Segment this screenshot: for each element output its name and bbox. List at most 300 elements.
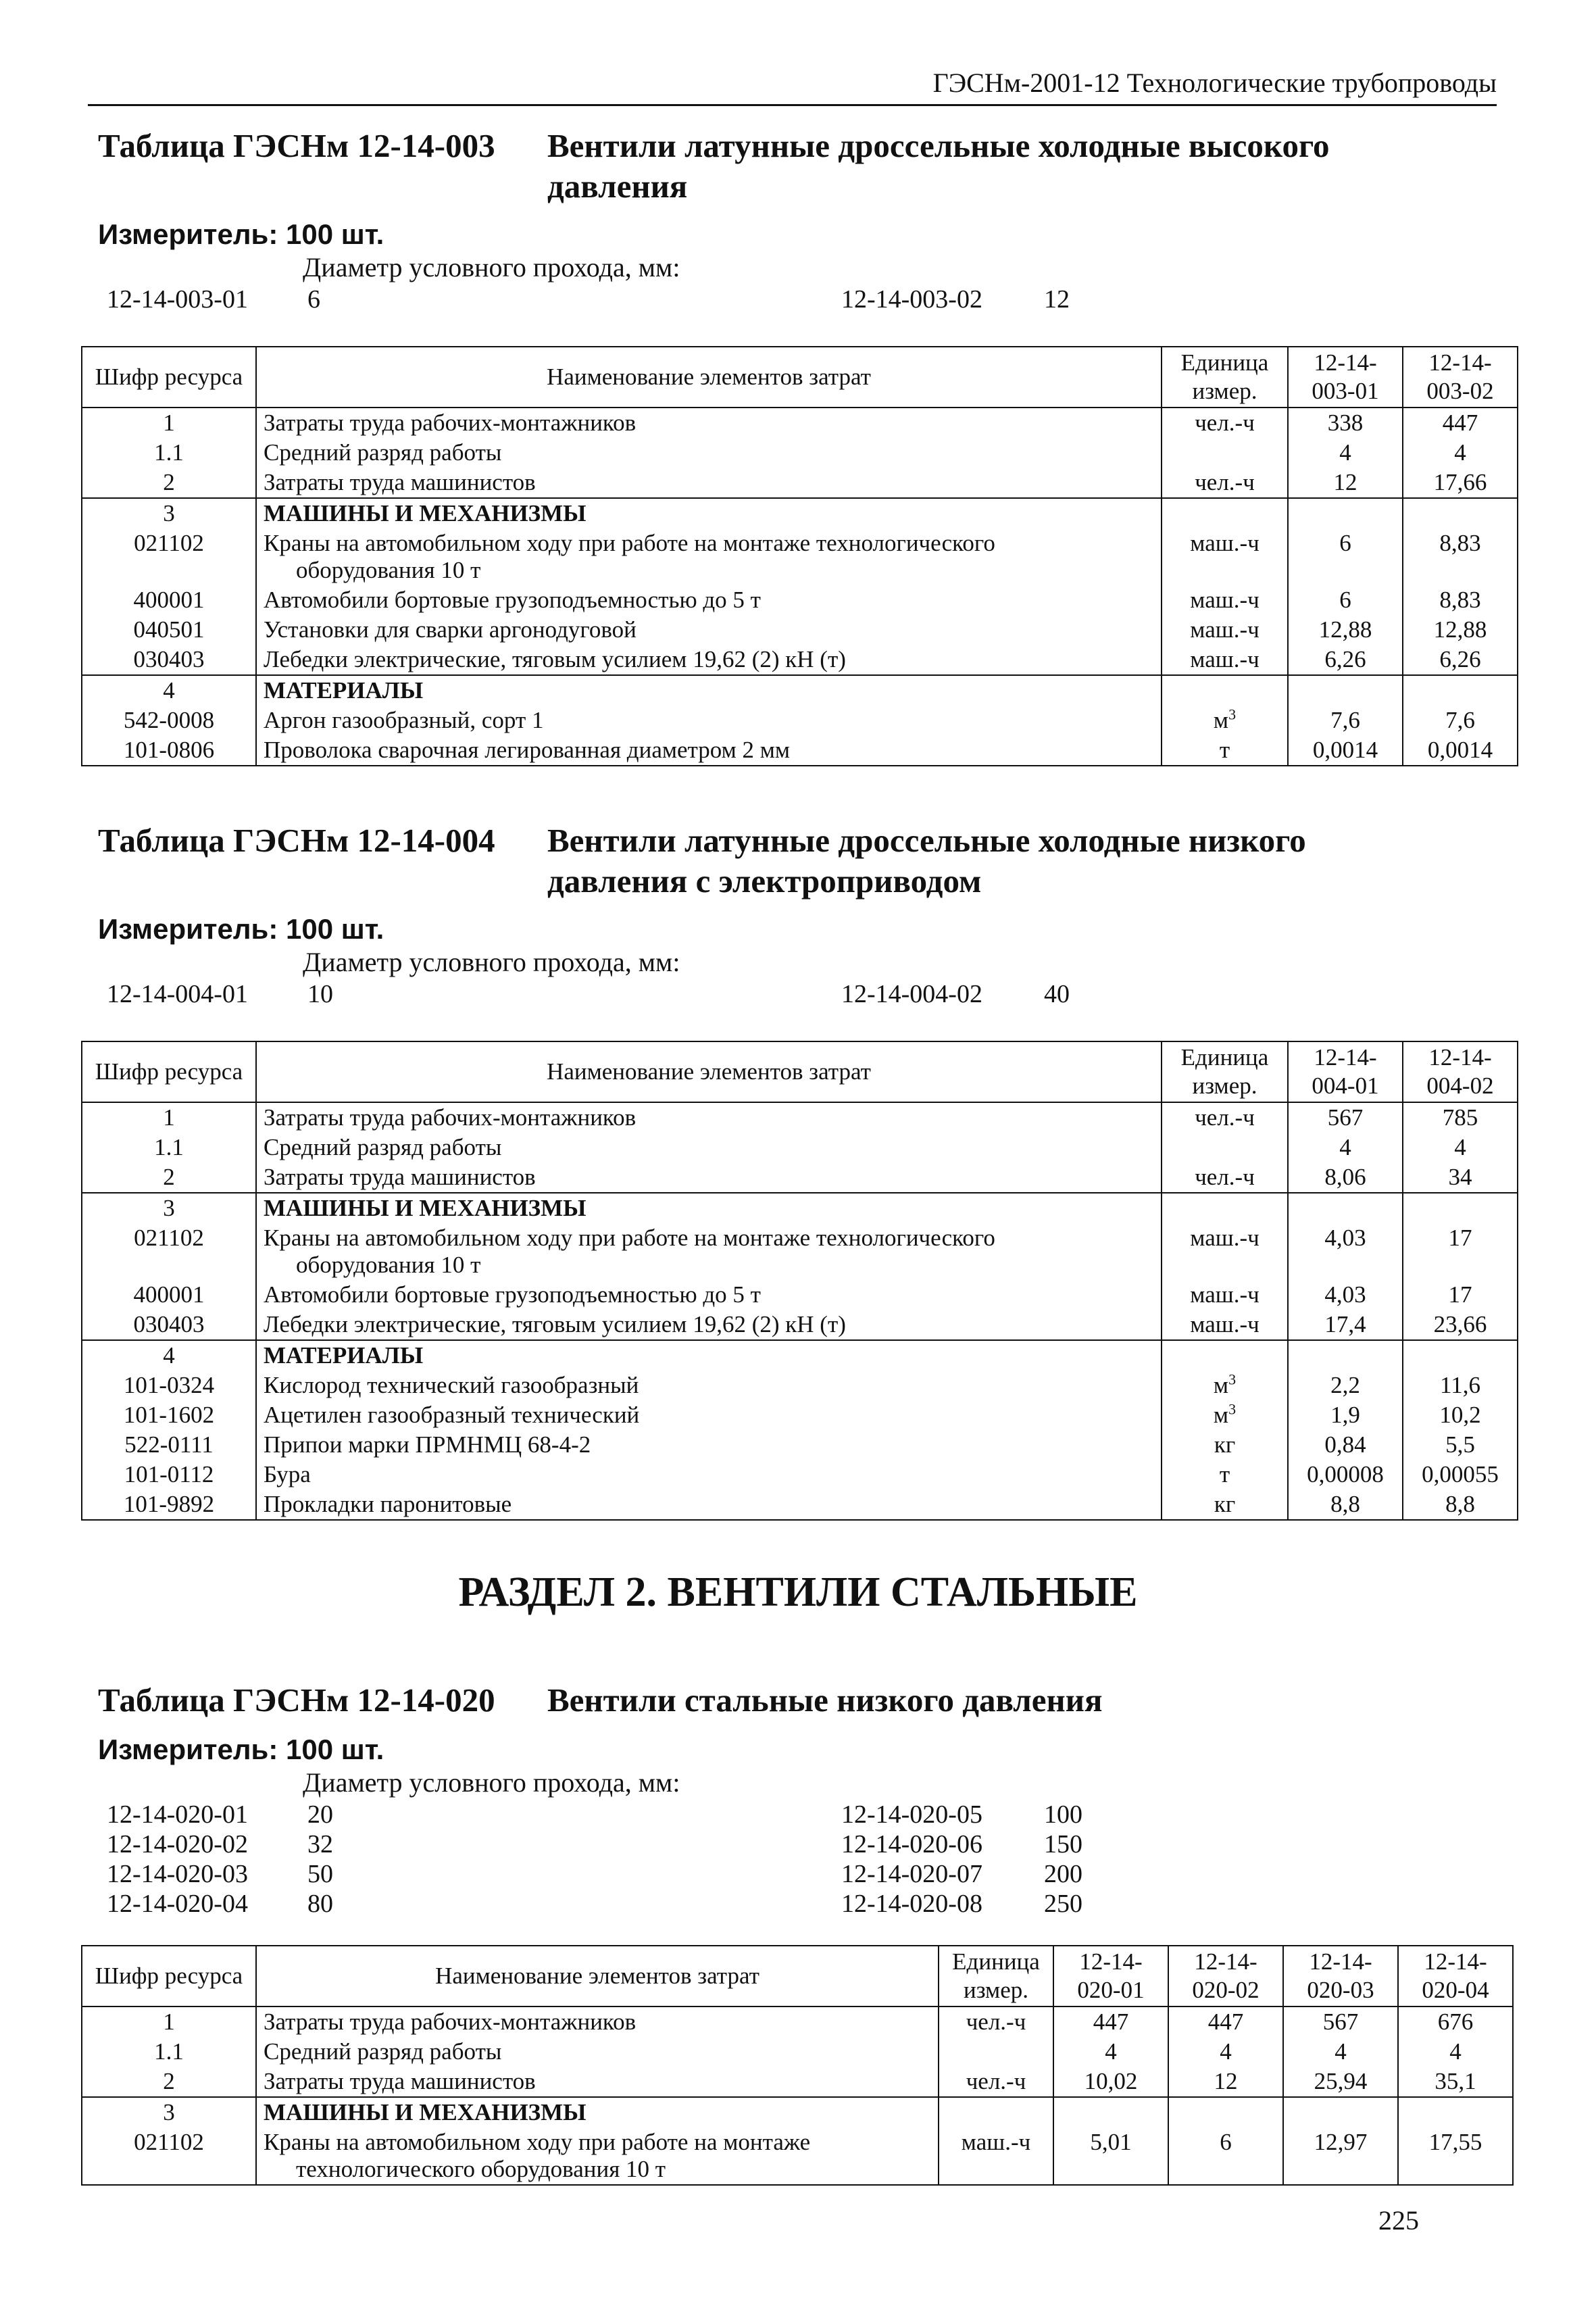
diameter-value: 100 (1044, 1800, 1082, 1829)
table-row (82, 1400, 1518, 1430)
page-number: 225 (1378, 2205, 1419, 2236)
value-cell: 5,5 (1403, 1430, 1518, 1460)
cost-item-text: Автомобили бортовые грузоподъемностью до 5 т (264, 587, 761, 613)
value-cell: 12 (1168, 2067, 1283, 2097)
resource-code: 2 (82, 468, 256, 498)
resource-code: 1 (82, 1102, 256, 1133)
value-cell: 6,26 (1288, 645, 1403, 675)
unit-cell (1162, 1340, 1288, 1371)
value-cell: 4 (1053, 2037, 1168, 2067)
unit-cell (939, 2067, 1053, 2097)
diameter-value: 150 (1044, 1830, 1082, 1858)
cost-item-text: Затраты труда машинистов (264, 1164, 536, 1190)
value-cell: 5,01 (1053, 2127, 1168, 2185)
cost-item-text-cont: оборудования 10 т (296, 557, 481, 583)
table-row (82, 2067, 1513, 2097)
value-cell: 6,26 (1403, 645, 1518, 675)
value-cell: 8,83 (1403, 528, 1518, 585)
cost-item-text: Лебедки электрические, тяговым усилием 19,62 (2) кН (т) (264, 646, 846, 672)
value-cell: 6 (1168, 2127, 1283, 2185)
cost-item-text: Средний разряд работы (264, 2038, 502, 2065)
resource-code: 3 (82, 1193, 256, 1223)
unit-text: маш.-ч (1190, 530, 1260, 556)
resource-code: 101-0324 (82, 1371, 256, 1400)
table-row (82, 1490, 1518, 1520)
diameter-row (0, 1888, 1596, 1919)
unit-cell (1162, 1430, 1288, 1460)
resource-code: 1.1 (82, 2037, 256, 2067)
header-row (82, 1041, 1518, 1102)
resource-code: 3 (82, 2097, 256, 2127)
unit-cell (1162, 468, 1288, 498)
value-cell (1398, 2097, 1513, 2127)
cost-item-name (256, 615, 1162, 645)
cost-item-text: Установки для сварки аргонодуговой (264, 616, 637, 643)
table-row (82, 1193, 1518, 1223)
cost-item-name (256, 2067, 939, 2097)
table-row (82, 2037, 1513, 2067)
diameter-code: 12-14-020-04 (107, 1890, 248, 1918)
unit-text: маш.-ч (1190, 646, 1260, 672)
diameter-value: 20 (307, 1800, 333, 1829)
cost-item-name (256, 2037, 939, 2067)
column-header-code: Шифр ресурса (82, 347, 256, 408)
value-cell (1168, 2097, 1283, 2127)
column-header-unit: Единица измер. (1162, 347, 1288, 408)
table-row (82, 2007, 1513, 2037)
value-cell: 12,88 (1288, 615, 1403, 645)
column-header-name: Наименование элементов затрат (256, 1041, 1162, 1102)
unit-text: маш.-ч (1190, 1311, 1260, 1337)
diameter-value: 12 (1044, 285, 1070, 314)
value-cell: 338 (1288, 408, 1403, 438)
cost-item-name (256, 585, 1162, 615)
diameter-row (0, 979, 1596, 1010)
cost-item-name (256, 2007, 939, 2037)
cost-item-text: Лебедки электрические, тяговым усилием 19,62 (2) кН (т) (264, 1311, 846, 1337)
value-cell (1288, 1340, 1403, 1371)
value-cell: 6 (1288, 528, 1403, 585)
unit-text: чел.-ч (966, 2068, 1026, 2094)
page-header: ГЭСНм-2001-12 Технологические трубопроводы (88, 65, 1497, 106)
unit-cell (1162, 585, 1288, 615)
meter-line (98, 1733, 384, 1767)
table-row (82, 1371, 1518, 1400)
table-row (82, 585, 1518, 615)
value-cell (1403, 1340, 1518, 1371)
cost-item-name (256, 675, 1162, 706)
table-row (82, 1133, 1518, 1162)
resource-code: 400001 (82, 585, 256, 615)
value-cell (1288, 498, 1403, 528)
table-row (82, 2127, 1513, 2185)
table-row (82, 706, 1518, 735)
value-cell: 447 (1053, 2007, 1168, 2037)
resource-code: 1.1 (82, 1133, 256, 1162)
cost-item-name (256, 1400, 1162, 1430)
value-cell: 447 (1168, 2007, 1283, 2037)
unit-text: м (1213, 707, 1229, 733)
meter-value: 100 шт. (286, 218, 384, 250)
table-row (82, 1430, 1518, 1460)
cost-item-name (256, 706, 1162, 735)
unit-superscript: 3 (1228, 1371, 1237, 1388)
resource-code: 4 (82, 1340, 256, 1371)
resource-code: 021102 (82, 1223, 256, 1280)
table-row (82, 468, 1518, 498)
column-header-code: Шифр ресурса (82, 1946, 256, 2007)
table-heading (98, 820, 1503, 902)
resource-code: 021102 (82, 528, 256, 585)
diameter-code: 12-14-020-02 (107, 1830, 248, 1858)
cost-item-name (256, 1133, 1162, 1162)
value-cell: 10,2 (1403, 1400, 1518, 1430)
value-cell (1288, 1193, 1403, 1223)
unit-cell (1162, 1102, 1288, 1133)
cost-item-name (256, 735, 1162, 766)
unit-text: м (1213, 1402, 1229, 1428)
value-cell: 4 (1283, 2037, 1398, 2067)
cost-item-name (256, 1223, 1162, 1280)
diameter-value: 40 (1044, 980, 1070, 1008)
value-cell: 0,00008 (1288, 1460, 1403, 1490)
cost-item-name (256, 2097, 939, 2127)
diameter-row (0, 1829, 1596, 1860)
unit-text: м (1213, 1372, 1229, 1398)
cost-item-text: Затраты труда рабочих-монтажников (264, 2009, 637, 2035)
value-cell: 0,84 (1288, 1430, 1403, 1460)
resource-code: 030403 (82, 1310, 256, 1340)
cost-item-text: Краны на автомобильном ходу при работе на монтаже технологического (264, 530, 995, 556)
cost-item-name (256, 1340, 1162, 1371)
table-row (82, 645, 1518, 675)
cost-item-text-cont: оборудования 10 т (296, 1252, 481, 1278)
table-row (82, 735, 1518, 766)
table-title: Вентили стальные низкого давления (547, 1681, 1103, 1719)
unit-cell (1162, 528, 1288, 585)
meter-value: 100 шт. (286, 1733, 384, 1765)
diameter-code: 12-14-003-01 (107, 285, 248, 314)
diameter-code: 12-14-004-02 (841, 980, 982, 1008)
cost-item-name (256, 1280, 1162, 1310)
cost-item-text: Аргон газообразный, сорт 1 (264, 707, 544, 733)
value-cell: 4 (1398, 2037, 1513, 2067)
diameter-value: 6 (307, 285, 320, 314)
unit-cell (1162, 1280, 1288, 1310)
diameter-label: Диаметр условного прохода, мм: (303, 252, 680, 282)
column-header-value: 12-14-020-02 (1168, 1946, 1283, 2007)
value-cell: 17,55 (1398, 2127, 1513, 2185)
cost-table (81, 1041, 1518, 1521)
table-code: Таблица ГЭСНм 12-14-003 (98, 127, 495, 164)
value-cell: 7,6 (1288, 706, 1403, 735)
cost-item-text: Затраты труда машинистов (264, 469, 536, 495)
resource-code: 542-0008 (82, 706, 256, 735)
cost-item-name (256, 408, 1162, 438)
table-row (82, 438, 1518, 468)
cost-item-text: Бура (264, 1461, 311, 1487)
meter-label: Измеритель: (98, 913, 278, 945)
value-cell: 1,9 (1288, 1400, 1403, 1430)
cost-item-name (256, 645, 1162, 675)
cost-item-text: Автомобили бортовые грузоподъемностью до 5 т (264, 1281, 761, 1308)
value-cell: 4 (1168, 2037, 1283, 2067)
cost-item-text: Краны на автомобильном ходу при работе на монтаже (264, 2129, 811, 2155)
diameter-value: 200 (1044, 1860, 1082, 1888)
unit-text: т (1219, 737, 1230, 763)
table-row (82, 1280, 1518, 1310)
unit-cell (1162, 1223, 1288, 1280)
cost-item-text: Краны на автомобильном ходу при работе на монтаже технологического (264, 1225, 995, 1251)
value-cell: 4 (1403, 1133, 1518, 1162)
unit-text: чел.-ч (1195, 1164, 1255, 1190)
unit-cell (939, 2097, 1053, 2127)
value-cell (1283, 2097, 1398, 2127)
unit-cell (1162, 1133, 1288, 1162)
table-code: Таблица ГЭСНм 12-14-020 (98, 1681, 495, 1719)
meter-line (98, 912, 384, 946)
unit-cell (939, 2127, 1053, 2185)
unit-text: чел.-ч (1195, 469, 1255, 495)
resource-code: 2 (82, 2067, 256, 2097)
table-row (82, 1460, 1518, 1490)
unit-text: т (1219, 1461, 1230, 1487)
diameter-value: 80 (307, 1890, 333, 1918)
table-title: Вентили латунные дроссельные холодные низкого давления с электроприводом (547, 822, 1306, 900)
cost-item-text: Затраты труда рабочих-монтажников (264, 1104, 637, 1131)
unit-cell (1162, 438, 1288, 468)
unit-text: кг (1214, 1431, 1236, 1458)
resource-code: 101-0112 (82, 1460, 256, 1490)
table-title: Вентили латунные дроссельные холодные высокого давления (547, 127, 1330, 205)
cost-item-text: Кислород технический газообразный (264, 1372, 639, 1398)
value-cell: 4 (1403, 438, 1518, 468)
value-cell: 12 (1288, 468, 1403, 498)
unit-text: чел.-ч (1195, 1104, 1255, 1131)
cost-table (81, 346, 1518, 766)
unit-text: кг (1214, 1491, 1236, 1517)
resource-code: 4 (82, 675, 256, 706)
meter-value: 100 шт. (286, 913, 384, 945)
column-header-value: 12-14-020-03 (1283, 1946, 1398, 2007)
table-row (82, 1223, 1518, 1280)
unit-cell (1162, 645, 1288, 675)
diameter-value: 32 (307, 1830, 333, 1858)
unit-text: маш.-ч (1190, 1225, 1260, 1251)
diameter-code: 12-14-003-02 (841, 285, 982, 314)
value-cell: 8,83 (1403, 585, 1518, 615)
value-cell: 0,0014 (1288, 735, 1403, 766)
cost-item-name (256, 468, 1162, 498)
table-heading (98, 1680, 1503, 1721)
resource-code: 2 (82, 1162, 256, 1193)
cost-item-name (256, 1162, 1162, 1193)
diameter-value: 250 (1044, 1890, 1082, 1918)
diameter-value: 10 (307, 980, 333, 1008)
diameter-code: 12-14-020-05 (841, 1800, 982, 1829)
column-header-name: Наименование элементов затрат (256, 1946, 939, 2007)
cost-item-text-cont: технологического оборудования 10 т (296, 2156, 666, 2182)
table-code: Таблица ГЭСНм 12-14-004 (98, 822, 495, 859)
resource-code: 1 (82, 408, 256, 438)
value-cell: 4,03 (1288, 1223, 1403, 1280)
cost-item-name (256, 528, 1162, 585)
table-row (82, 1162, 1518, 1193)
unit-cell (939, 2037, 1053, 2067)
value-cell: 8,8 (1403, 1490, 1518, 1520)
value-cell: 8,8 (1288, 1490, 1403, 1520)
diameter-code: 12-14-004-01 (107, 980, 248, 1008)
unit-cell (939, 2007, 1053, 2037)
column-header-value: 12-14-003-01 (1288, 347, 1403, 408)
resource-code: 522-0111 (82, 1430, 256, 1460)
resource-code: 101-0806 (82, 735, 256, 766)
value-cell: 23,66 (1403, 1310, 1518, 1340)
cost-item-text: МАТЕРИАЛЫ (264, 1342, 424, 1369)
unit-cell (1162, 1400, 1288, 1430)
unit-text: маш.-ч (1190, 1281, 1260, 1308)
resource-code: 030403 (82, 645, 256, 675)
cost-item-name (256, 1430, 1162, 1460)
unit-superscript: 3 (1228, 706, 1237, 723)
cost-item-name (256, 1102, 1162, 1133)
value-cell (1403, 675, 1518, 706)
cost-item-name (256, 1490, 1162, 1520)
unit-cell (1162, 1460, 1288, 1490)
value-cell: 4,03 (1288, 1280, 1403, 1310)
unit-cell (1162, 615, 1288, 645)
cost-item-name (256, 1193, 1162, 1223)
table-row (82, 528, 1518, 585)
value-cell: 6 (1288, 585, 1403, 615)
value-cell: 17,4 (1288, 1310, 1403, 1340)
meter-line (98, 218, 384, 251)
unit-cell (1162, 675, 1288, 706)
table-row (82, 675, 1518, 706)
column-header-value: 12-14-003-02 (1403, 347, 1518, 408)
table-row (82, 615, 1518, 645)
value-cell: 567 (1288, 1102, 1403, 1133)
cost-item-name (256, 1460, 1162, 1490)
diameter-code: 12-14-020-03 (107, 1860, 248, 1888)
resource-code: 040501 (82, 615, 256, 645)
value-cell: 17 (1403, 1280, 1518, 1310)
value-cell: 12,88 (1403, 615, 1518, 645)
column-header-value: 12-14-004-01 (1288, 1041, 1403, 1102)
unit-text: маш.-ч (961, 2129, 1031, 2155)
value-cell: 447 (1403, 408, 1518, 438)
column-header-value: 12-14-020-01 (1053, 1946, 1168, 2007)
value-cell: 2,2 (1288, 1371, 1403, 1400)
unit-cell (1162, 408, 1288, 438)
resource-code: 3 (82, 498, 256, 528)
value-cell: 0,00055 (1403, 1460, 1518, 1490)
header-row (82, 347, 1518, 408)
value-cell: 12,97 (1283, 2127, 1398, 2185)
cost-item-text: МАТЕРИАЛЫ (264, 677, 424, 704)
table-row (82, 1102, 1518, 1133)
value-cell: 17,66 (1403, 468, 1518, 498)
cost-item-text: Затраты труда машинистов (264, 2068, 536, 2094)
unit-cell (1162, 735, 1288, 766)
value-cell: 785 (1403, 1102, 1518, 1133)
diameter-label: Диаметр условного прохода, мм: (303, 1767, 680, 1798)
cost-item-text: МАШИНЫ И МЕХАНИЗМЫ (264, 2099, 587, 2125)
value-cell (1403, 498, 1518, 528)
diameter-row (0, 1799, 1596, 1830)
diameter-code: 12-14-020-06 (841, 1830, 982, 1858)
cost-item-text: Припои марки ПРМНМЦ 68-4-2 (264, 1431, 591, 1458)
diameter-code: 12-14-020-01 (107, 1800, 248, 1829)
table-heading (98, 126, 1503, 207)
unit-text: маш.-ч (1190, 587, 1260, 613)
table-row (82, 1340, 1518, 1371)
cost-item-text: Проволока сварочная легированная диаметром 2 мм (264, 737, 791, 763)
value-cell: 10,02 (1053, 2067, 1168, 2097)
value-cell: 7,6 (1403, 706, 1518, 735)
diameter-row (0, 284, 1596, 315)
value-cell: 17 (1403, 1223, 1518, 1280)
value-cell: 4 (1288, 438, 1403, 468)
column-header-unit: Единица измер. (1162, 1041, 1288, 1102)
meter-label: Измеритель: (98, 218, 278, 250)
cost-item-name (256, 2127, 939, 2185)
diameter-value: 50 (307, 1860, 333, 1888)
value-cell: 34 (1403, 1162, 1518, 1193)
value-cell (1288, 675, 1403, 706)
unit-text: чел.-ч (966, 2009, 1026, 2035)
section-title: РАЗДЕЛ 2. ВЕНТИЛИ СТАЛЬНЫЕ (458, 1569, 1138, 1615)
value-cell: 25,94 (1283, 2067, 1398, 2097)
unit-cell (1162, 1162, 1288, 1193)
cost-item-text: МАШИНЫ И МЕХАНИЗМЫ (264, 1195, 587, 1221)
unit-text: маш.-ч (1190, 616, 1260, 643)
unit-cell (1162, 498, 1288, 528)
value-cell (1053, 2097, 1168, 2127)
cost-item-name (256, 438, 1162, 468)
table-row (82, 1310, 1518, 1340)
unit-cell (1162, 706, 1288, 735)
resource-code: 400001 (82, 1280, 256, 1310)
unit-cell (1162, 1310, 1288, 1340)
unit-cell (1162, 1371, 1288, 1400)
value-cell: 676 (1398, 2007, 1513, 2037)
diameter-code: 12-14-020-08 (841, 1890, 982, 1918)
column-header-value: 12-14-020-04 (1398, 1946, 1513, 2007)
column-header-value: 12-14-004-02 (1403, 1041, 1518, 1102)
table-row (82, 2097, 1513, 2127)
resource-code: 1 (82, 2007, 256, 2037)
value-cell: 35,1 (1398, 2067, 1513, 2097)
cost-item-text: Ацетилен газообразный технический (264, 1402, 640, 1428)
cost-item-text: Средний разряд работы (264, 1134, 502, 1160)
diameter-row (0, 1858, 1596, 1890)
value-cell: 4 (1288, 1133, 1403, 1162)
column-header-unit: Единица измер. (939, 1946, 1053, 2007)
cost-item-text: Средний разряд работы (264, 439, 502, 466)
cost-table (81, 1945, 1514, 2186)
resource-code: 1.1 (82, 438, 256, 468)
unit-cell (1162, 1490, 1288, 1520)
unit-text: чел.-ч (1195, 410, 1255, 436)
column-header-name: Наименование элементов затрат (256, 347, 1162, 408)
cost-item-name (256, 1310, 1162, 1340)
cost-item-text: Затраты труда рабочих-монтажников (264, 410, 637, 436)
diameter-label: Диаметр условного прохода, мм: (303, 947, 680, 977)
cost-item-text: Прокладки паронитовые (264, 1491, 512, 1517)
cost-item-text: МАШИНЫ И МЕХАНИЗМЫ (264, 500, 587, 526)
table-row (82, 408, 1518, 438)
